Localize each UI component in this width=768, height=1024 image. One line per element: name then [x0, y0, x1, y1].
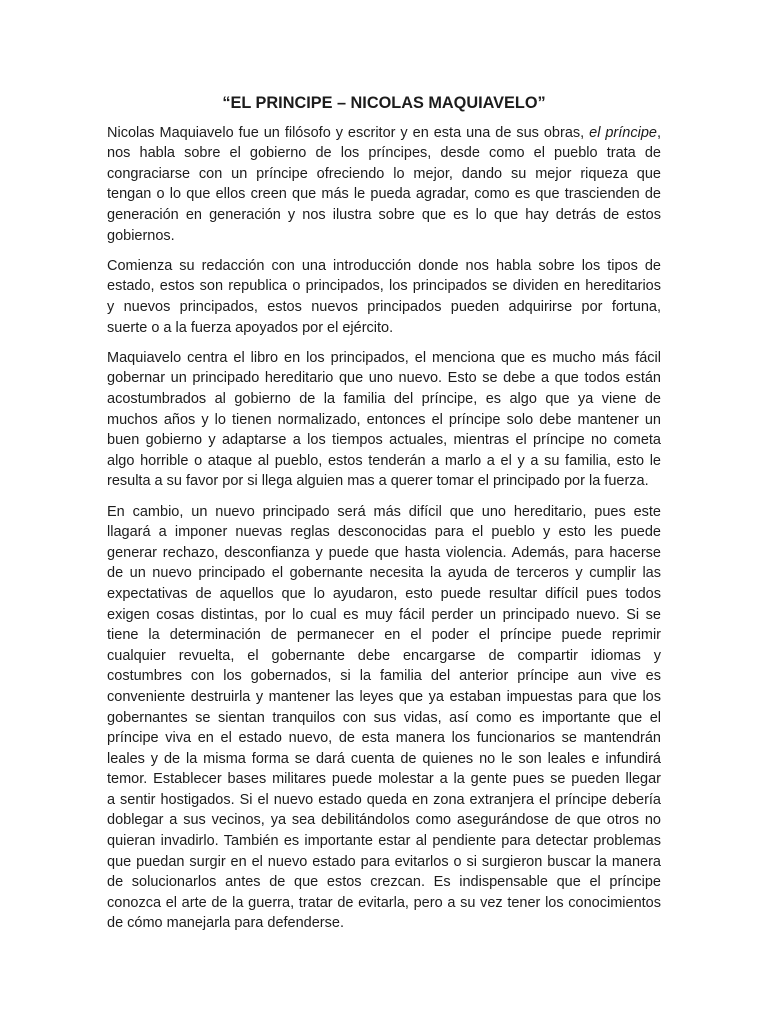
text-line: exigen cosas distintas, por lo cual es muy fácil perder un principado nuevo. Si se — [107, 606, 661, 623]
text-line: Maquiavelo centra el libro en los principados, el menciona que es mucho más fácil — [107, 349, 661, 366]
text-line: muchos años y lo tienen normalizado, entonces el príncipe solo debe mantener un — [107, 411, 661, 428]
text-line: gobernantes se sientan tranquilos con sus vidas, así como es importante que el — [107, 709, 661, 726]
paragraph-2 — [107, 256, 661, 338]
paragraph-1 — [107, 123, 661, 247]
paragraph-4 — [107, 502, 661, 934]
text-line: congraciarse con un príncipe ofreciendo lo mejor, dando su mejor riqueza que — [107, 165, 661, 182]
book-title-italic: el príncipe — [589, 124, 657, 141]
text-segment: , — [656, 124, 661, 141]
text-line: expectativas de aquellos que lo ayudaron, esto puede resultar difícil pues todos — [107, 585, 661, 602]
text-line: príncipe viva en el estado nuevo, de esta manera los funcionarios se mantendrán — [107, 730, 661, 747]
text-line: generar rechazo, desconfianza y puede que hasta violencia. Además, para hacerse — [107, 544, 661, 561]
text-line: a sentir hostigados. Si el nuevo estado queda en zona extranjera el príncipe debería — [107, 791, 661, 808]
paragraph-3 — [107, 348, 661, 492]
text-line: conveniente destruirla y mantener las leyes que ya estaban impuestas para que los — [107, 688, 661, 705]
text-line: de cómo manejarla para defenderse. — [107, 915, 344, 932]
text-segment: Nicolas Maquiavelo fue un filósofo y escritor y en esta una de sus obras, — [107, 124, 590, 141]
text-line: doblegar a sus vecinos, ya sea debilitándolos como asegurándose de que otros no — [107, 812, 661, 829]
text-line: resulta a su favor por si llega alguien mas a querer tomar el principado por la fuerza. — [107, 473, 649, 490]
text-line: generación en generación y nos ilustra sobre que es lo que hay detrás de estos — [107, 207, 661, 224]
text-line: temor. Establecer bases militares puede molestar a la gente pues se pueden llegar — [107, 771, 661, 788]
text-line: nos habla sobre el gobierno de los príncipes, desde como el pueblo trata de — [107, 145, 661, 162]
document-title: “EL PRINCIPE – NICOLAS MAQUIAVELO” — [222, 94, 546, 112]
text-line: leales y de la misma forma se dará cuenta de quienes no le son leales e infundirá — [107, 750, 661, 767]
text-line: En cambio, un nuevo principado será más difícil que uno hereditario, pues este — [107, 503, 661, 520]
text-line: acostumbrados al gobierno de la familia del príncipe, es algo que ya viene de — [107, 391, 661, 407]
text-line: estado, estos son republica o principados, los principados se dividen en hereditarios — [107, 278, 661, 295]
text-line: de solucionarlos antes de que estos crezcan. Es indispensable que el príncipe — [107, 874, 661, 891]
text-line: suerte o a la fuerza apoyados por el ejército. — [107, 319, 394, 336]
text-line: que puedan surgir en el nuevo estado para evitarlos o si surgieron buscar la manera — [107, 853, 661, 870]
text-line: y nuevos principados, estos nuevos principados pueden adquirirse por fortuna, — [107, 299, 661, 316]
text-line: costumbres con los gobernados, si la familia del anterior príncipe aun vive es — [107, 668, 661, 685]
text-line: cualquier revuelta, el gobernante debe encargarse de compartir idiomas y — [107, 647, 661, 664]
text-line: llagará a imponer nuevas reglas desconocidas para el pueblo y esto les puede — [107, 524, 661, 541]
document-body — [107, 93, 661, 944]
text-line: de un nuevo principado el gobernante necesita la ayuda de terceros y cumplir las — [107, 565, 661, 582]
text-line: conozca el arte de la guerra, tratar de evitarla, pero a su vez tener los conocimientos — [107, 894, 661, 911]
text-line: Comienza su redacción con una introducción donde nos habla sobre los tipos de — [107, 257, 661, 274]
text-line: tiene la determinación de permanecer en el poder el príncipe puede reprimir — [107, 627, 661, 644]
text-line: gobernar un principado hereditario que uno nuevo. Esto se debe a que todos están — [107, 370, 661, 387]
text-line: buen gobierno y adaptarse a los tiempos actuales, mientras el príncipe no cometa — [107, 432, 661, 449]
text-line: algo horrible o ataque al pueblo, estos tenderán a marlo a el y a su familia, esto le — [107, 452, 661, 469]
text-line: quieran invadirlo. También es importante estar al pendiente para detectar problemas — [107, 833, 661, 850]
text-line — [107, 123, 661, 144]
text-line: gobiernos. — [107, 227, 175, 244]
text-line: tengan o lo que ellos creen que más le pueda agradar, como es que trascienden de — [107, 186, 661, 203]
